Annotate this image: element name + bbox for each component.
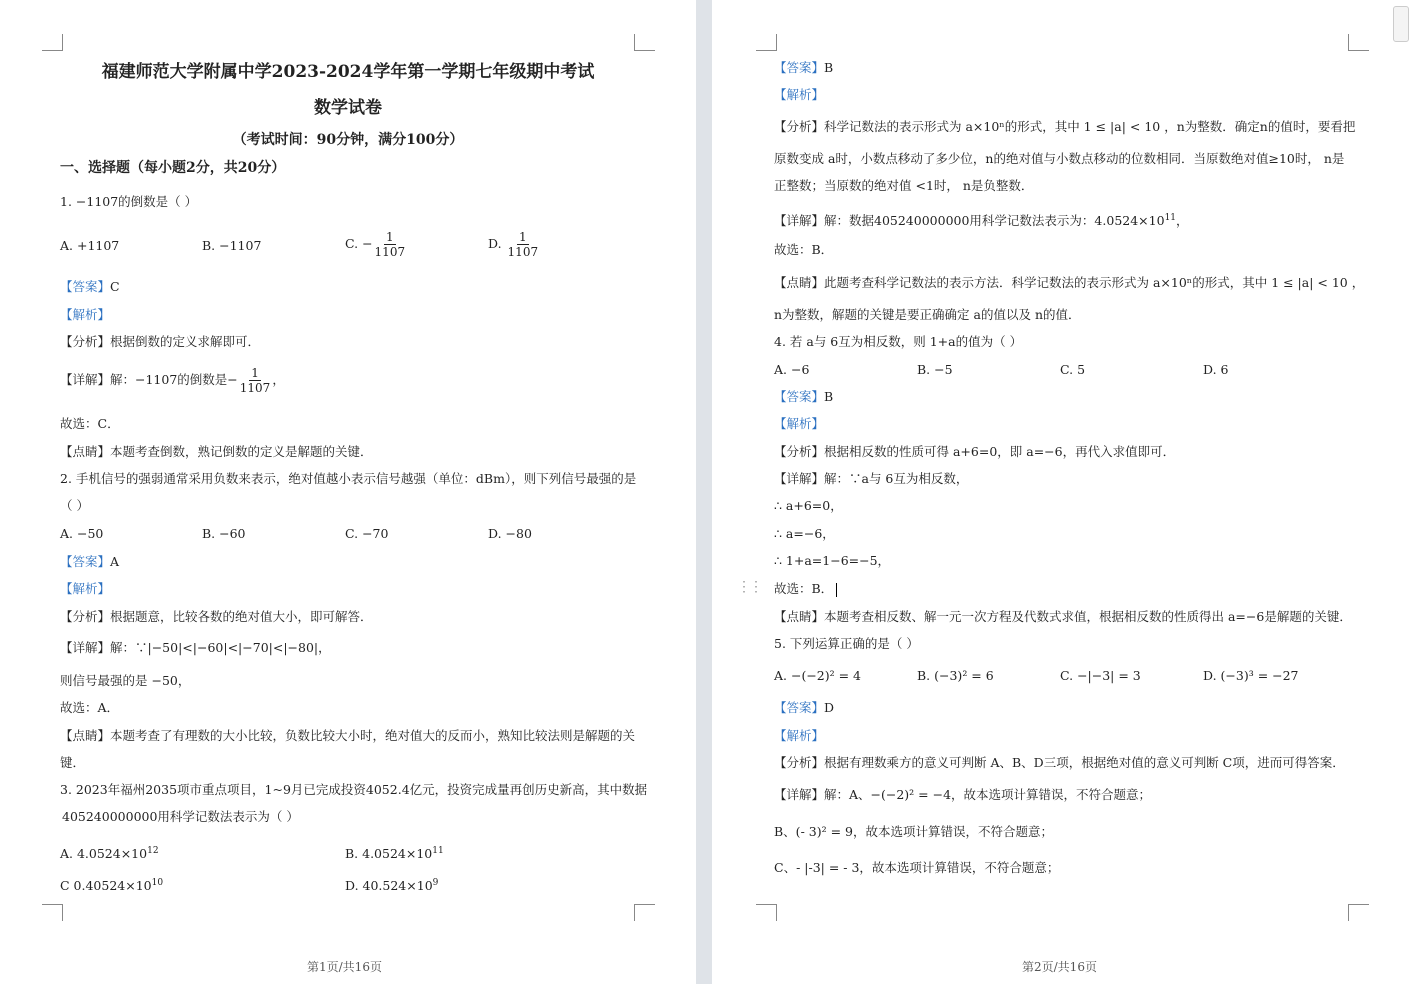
page-footer: 第2页/共16页 (1022, 960, 1097, 974)
q2-option-c: C. −70 (345, 526, 389, 541)
xiangjie-text: 【详解】解：数据405240000000用科学记数法表示为：4.0524×10 (774, 213, 1165, 229)
q2-fenxi: 【分析】根据题意，比较各数的绝对值大小，即可解答． (60, 609, 373, 624)
q3-analysis-tag: 【解析】 (774, 87, 825, 102)
answer-value: B (824, 60, 834, 75)
q5-option-c: C. −|−3| = 3 (1060, 668, 1141, 683)
answer-tag: 【答案】 (60, 279, 111, 294)
answer-value: D (824, 700, 835, 715)
q4-step: ∴ 1+a=1−6=−5， (774, 553, 891, 568)
q1-option-b: B. −1107 (202, 238, 262, 253)
q3-option-a (60, 843, 159, 862)
page-title: 福建师范大学附属中学2023-2024学年第一学期七年级期中考试 (101, 62, 595, 82)
answer-value: B (824, 389, 834, 404)
xiangjie-suffix: ， (1176, 213, 1189, 229)
fraction-denominator: 1107 (374, 245, 406, 259)
q1-dianjing: 【点睛】本题考查倒数，熟记倒数的定义是解题的关键． (60, 444, 373, 459)
q2-line: 则信号最强的是 −50， (60, 673, 191, 688)
q5-analysis-tag: 【解析】 (774, 728, 825, 743)
page-subtitle: 数学试卷 (314, 98, 382, 118)
crop-mark (42, 904, 63, 921)
q3-option-d (345, 875, 438, 894)
section-heading: 一、选择题（每小题2分，共20分） (60, 160, 286, 176)
q2-xiangjie: 【详解】解：∵|−50|<|−60|<|−70|<|−80|， (60, 640, 331, 655)
fraction-numerator: 1 (519, 230, 527, 244)
question-3-stem: 3. 2023年福州2035项市重点项目，1~9月已完成投资4052.4亿元，投资完成量再创历史新高，其中数据 (60, 782, 648, 797)
q5-line-b: B、(- 3)² = 9，故本选项计算错误，不符合题意； (774, 824, 1053, 839)
q4-choice[interactable] (774, 581, 837, 597)
option-text: A. 4.0524×10 (60, 846, 148, 862)
exponent: 12 (147, 846, 159, 856)
q1-option-c (345, 230, 407, 259)
xiangjie-text: 【详解】解：−1107的倒数是− (60, 372, 238, 387)
q4-step: ∴ a+6=0， (774, 498, 843, 513)
q5-line-c: C、- |-3| = - 3，故本选项计算错误，不符合题意； (774, 860, 1060, 875)
q5-option-d: D. (−3)³ = −27 (1203, 668, 1299, 683)
crop-mark (756, 34, 777, 51)
option-text: D. 40.524×10 (345, 878, 433, 894)
answer-tag: 【答案】 (774, 700, 825, 715)
question-5-stem: 5. 下列运算正确的是（ ） (774, 636, 919, 651)
exponent: 11 (1164, 213, 1177, 223)
q5-fenxi: 【分析】根据有理数乘方的意义可判断 A、B、D三项，根据绝对值的意义可判断 C项，进而可得答案． (774, 755, 1345, 770)
question-1-stem: 1. −1107的倒数是（ ） (60, 194, 198, 209)
crop-mark (1348, 34, 1369, 51)
q1-xiangjie (60, 366, 285, 395)
q3-fenxi-cont2: 正整数；当原数的绝对值 <1时， n是负整数． (774, 178, 1034, 193)
q1-fenxi: 【分析】根据倒数的定义求解即可． (60, 334, 261, 349)
q4-xiangjie: 【详解】解：∵a与 6互为相反数， (774, 471, 969, 486)
q1-choice: 故选：C． (60, 416, 120, 431)
q5-option-a: A. −(−2)² = 4 (774, 668, 862, 683)
crop-mark (42, 34, 63, 51)
exponent: 9 (432, 878, 439, 888)
xiangjie-suffix: ， (272, 372, 285, 387)
q3-xiangjie (774, 210, 1189, 229)
fraction-numerator: 1 (386, 230, 394, 244)
q2-choice: 故选：A． (60, 700, 120, 715)
fraction-denominator: 1107 (239, 381, 271, 395)
question-2-stem-cont: （ ） (60, 498, 89, 513)
q2-answer (60, 554, 119, 570)
page-footer: 第1页/共16页 (307, 960, 382, 974)
drag-handle-icon[interactable]: ⋮⋮ (737, 579, 761, 595)
q3-option-c (60, 875, 163, 894)
exam-info: （考试时间：90分钟，满分100分） (232, 132, 464, 148)
crop-mark (634, 904, 655, 921)
q3-choice: 故选：B． (774, 242, 834, 257)
q3-fenxi: 【分析】科学记数法的表示形式为 a×10ⁿ的形式，其中 1 ≤ |a| < 10 ，n为整数．确定n的值时，要看把 (774, 119, 1356, 134)
q4-analysis-tag: 【解析】 (774, 416, 825, 431)
answer-tag: 【答案】 (774, 60, 825, 75)
q2-dianjing-cont: 键． (60, 755, 86, 770)
q2-option-b: B. −60 (202, 526, 246, 541)
q3-dianjing: 【点睛】此题考查科学记数法的表示方法．科学记数法的表示形式为 a×10ⁿ的形式，其中 1 ≤ |a| < 10 ， (774, 275, 1365, 290)
choice-text: 故选：B． (774, 581, 834, 596)
crop-mark (1348, 904, 1369, 921)
scrollbar[interactable] (1393, 6, 1409, 42)
q4-option-a: A. −6 (774, 362, 810, 377)
q1-analysis-tag: 【解析】 (60, 307, 111, 322)
question-2-stem: 2. 手机信号的强弱通常采用负数来表示，绝对值越小表示信号越强（单位：dBm），则下列信号最强的是 (60, 471, 637, 486)
q5-answer (774, 700, 834, 716)
q4-option-c: C. 5 (1060, 362, 1086, 377)
q3-option-b (345, 843, 444, 862)
q2-dianjing: 【点睛】本题考查了有理数的大小比较，负数比较大小时，绝对值大的反而小，熟知比较法则是解题的关 (60, 728, 636, 743)
crop-mark (756, 904, 777, 921)
text-cursor (836, 583, 837, 597)
exponent: 10 (151, 878, 164, 888)
q3-dianjing-cont: n为整数，解题的关键是要正确确定 a的值以及 n的值． (774, 307, 1081, 322)
document-page-2 (712, 0, 1409, 984)
q4-option-d: D. 6 (1203, 362, 1229, 377)
q1-option-d-fraction (506, 230, 541, 259)
q4-option-b: B. −5 (917, 362, 953, 377)
q4-dianjing: 【点睛】本题考查相反数、解一元一次方程及代数式求值，根据相反数的性质得出 a=−6是解题的关键． (774, 609, 1352, 624)
q4-step: ∴ a=−6， (774, 526, 835, 541)
fraction-numerator: 1 (251, 366, 259, 380)
q1-option-d-prefix: D. (488, 236, 502, 251)
q5-xiangjie: 【详解】解：A、−(−2)² = −4，故本选项计算错误，不符合题意； (774, 787, 1152, 802)
question-4-stem: 4. 若 a与 6互为相反数，则 1+a的值为（ ） (774, 334, 1023, 349)
exponent: 11 (432, 846, 444, 856)
q1-answer (60, 279, 120, 295)
q3-answer (774, 60, 833, 76)
q2-option-d: D. −80 (488, 526, 532, 541)
answer-tag: 【答案】 (60, 554, 111, 569)
q3-fenxi-cont: 原数变成 a时，小数点移动了多少位，n的绝对值与小数点移动的位数相同．当原数绝对值≥10时， n是 (774, 151, 1345, 166)
question-3-stem-cont: 405240000000用科学记数法表示为（ ） (62, 809, 299, 824)
q2-option-a: A. −50 (60, 526, 104, 541)
answer-value: A (110, 554, 120, 569)
answer-tag: 【答案】 (774, 389, 825, 404)
q5-option-b: B. (−3)² = 6 (917, 668, 994, 683)
q2-analysis-tag: 【解析】 (60, 581, 111, 596)
option-text: B. 4.0524×10 (345, 846, 433, 862)
answer-value: C (110, 279, 120, 294)
crop-mark (634, 34, 655, 51)
option-text: C 0.40524×10 (60, 878, 152, 894)
q1-option-d (488, 230, 540, 259)
q4-fenxi: 【分析】根据相反数的性质可得 a+6=0，即 a=−6，再代入求值即可． (774, 444, 1176, 459)
q4-answer (774, 389, 833, 405)
xiangjie-fraction (238, 366, 273, 395)
document-page-1 (0, 0, 696, 984)
q1-option-a: A. +1107 (60, 238, 120, 253)
q1-option-c-prefix: C. − (345, 236, 373, 251)
fraction-denominator: 1107 (507, 245, 539, 259)
q1-option-c-fraction (373, 230, 408, 259)
